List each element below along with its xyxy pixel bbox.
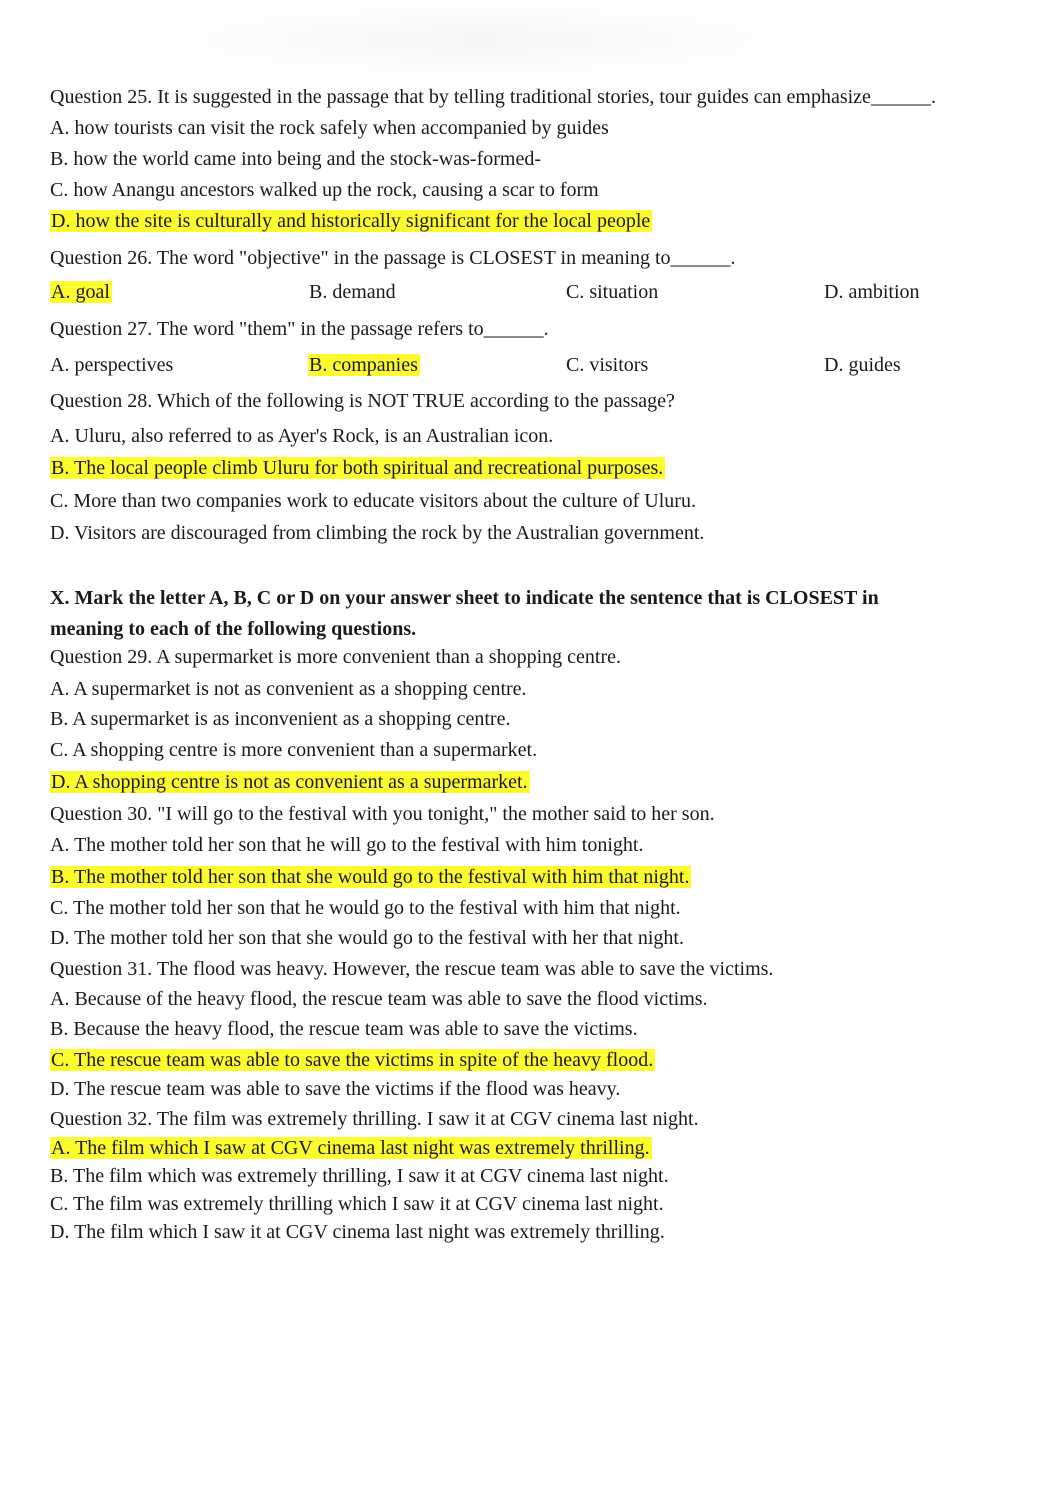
- question-32-option-b: B. The film which was extremely thrilling, I saw it at CGV cinema last night.: [50, 1165, 669, 1187]
- answer-highlight: B. companies: [309, 354, 418, 376]
- question-27-option-a: A. perspectives: [50, 354, 174, 376]
- question-30-option-b: [50, 864, 691, 890]
- question-28-option-b: [50, 455, 665, 481]
- question-29-stem: Question 29. A supermarket is more convenient than a shopping centre.: [50, 646, 621, 668]
- question-28-stem: Question 28. Which of the following is NOT TRUE according to the passage?: [50, 390, 675, 412]
- question-29-option-b: B. A supermarket is as inconvenient as a shopping centre.: [50, 708, 511, 730]
- answer-highlight: C. The rescue team was able to save the victims in spite of the heavy flood.: [51, 1049, 654, 1071]
- answer-highlight: A. The film which I saw at CGV cinema last night was extremely thrilling.: [51, 1137, 650, 1159]
- question-29-option-c: C. A shopping centre is more convenient than a supermarket.: [50, 739, 538, 761]
- question-26-option-b: B. demand: [309, 281, 396, 303]
- question-26-option-d: D. ambition: [824, 281, 920, 303]
- question-32-option-a: [50, 1135, 652, 1161]
- question-26-option-a: [50, 279, 112, 305]
- question-27-option-d: D. guides: [824, 354, 901, 376]
- question-26-stem: Question 26. The word "objective" in the passage is CLOSEST in meaning to______.: [50, 247, 736, 269]
- question-31-option-c: [50, 1047, 655, 1073]
- answer-highlight: B. The mother told her son that she would go to the festival with him that night.: [51, 866, 690, 888]
- question-25-option-a: A. how tourists can visit the rock safely when accompanied by guides: [50, 117, 609, 139]
- question-30-option-c: C. The mother told her son that he would go to the festival with him that night.: [50, 897, 681, 919]
- question-25-stem: Question 25. It is suggested in the passage that by telling traditional stories, tour guides can emphasize______.: [50, 86, 936, 108]
- section-x-instruction-line-1: X. Mark the letter A, B, C or D on your answer sheet to indicate the sentence that is CLOSEST in: [50, 587, 879, 609]
- question-28-option-d: D. Visitors are discouraged from climbing the rock by the Australian government.: [50, 522, 705, 544]
- section-x-instruction-line-2: meaning to each of the following questions.: [50, 618, 417, 640]
- answer-highlight: D. A shopping centre is not as convenient as a supermarket.: [51, 771, 528, 793]
- question-27-stem: Question 27. The word "them" in the passage refers to______.: [50, 318, 549, 340]
- question-30-stem: Question 30. "I will go to the festival with you tonight," the mother said to her son.: [50, 803, 715, 825]
- question-31-option-a: A. Because of the heavy flood, the rescue team was able to save the flood victims.: [50, 988, 708, 1010]
- question-25-option-c: C. how Anangu ancestors walked up the rock, causing a scar to form: [50, 179, 599, 201]
- answer-highlight: D. how the site is culturally and historically significant for the local people: [51, 210, 651, 232]
- question-29-option-a: A. A supermarket is not as convenient as a shopping centre.: [50, 678, 527, 700]
- scan-smudge: [120, 0, 840, 80]
- question-25-option-b: B. how the world came into being and the stock-was-formed-: [50, 148, 541, 170]
- question-29-option-d: [50, 769, 530, 795]
- question-26-option-c: C. situation: [566, 281, 659, 303]
- question-32-stem: Question 32. The film was extremely thrilling. I saw it at CGV cinema last night.: [50, 1108, 699, 1130]
- question-30-option-a: A. The mother told her son that he will go to the festival with him tonight.: [50, 834, 644, 856]
- question-28-option-c: C. More than two companies work to educate visitors about the culture of Uluru.: [50, 490, 696, 512]
- question-32-option-d: D. The film which I saw it at CGV cinema last night was extremely thrilling.: [50, 1221, 665, 1243]
- answer-highlight: A. goal: [51, 281, 110, 303]
- question-25-option-d: [50, 208, 652, 234]
- answer-highlight: B. The local people climb Uluru for both spiritual and recreational purposes.: [51, 457, 664, 479]
- question-30-option-d: D. The mother told her son that she would go to the festival with her that night.: [50, 927, 684, 949]
- question-31-option-d: D. The rescue team was able to save the victims if the flood was heavy.: [50, 1078, 621, 1100]
- question-27-option-c: C. visitors: [566, 354, 649, 376]
- question-27-option-b: [308, 352, 420, 378]
- question-32-option-c: C. The film was extremely thrilling which I saw it at CGV cinema last night.: [50, 1193, 664, 1215]
- question-31-option-b: B. Because the heavy flood, the rescue team was able to save the victims.: [50, 1018, 638, 1040]
- question-28-option-a: A. Uluru, also referred to as Ayer's Rock, is an Australian icon.: [50, 425, 554, 447]
- question-31-stem: Question 31. The flood was heavy. However, the rescue team was able to save the victims.: [50, 958, 774, 980]
